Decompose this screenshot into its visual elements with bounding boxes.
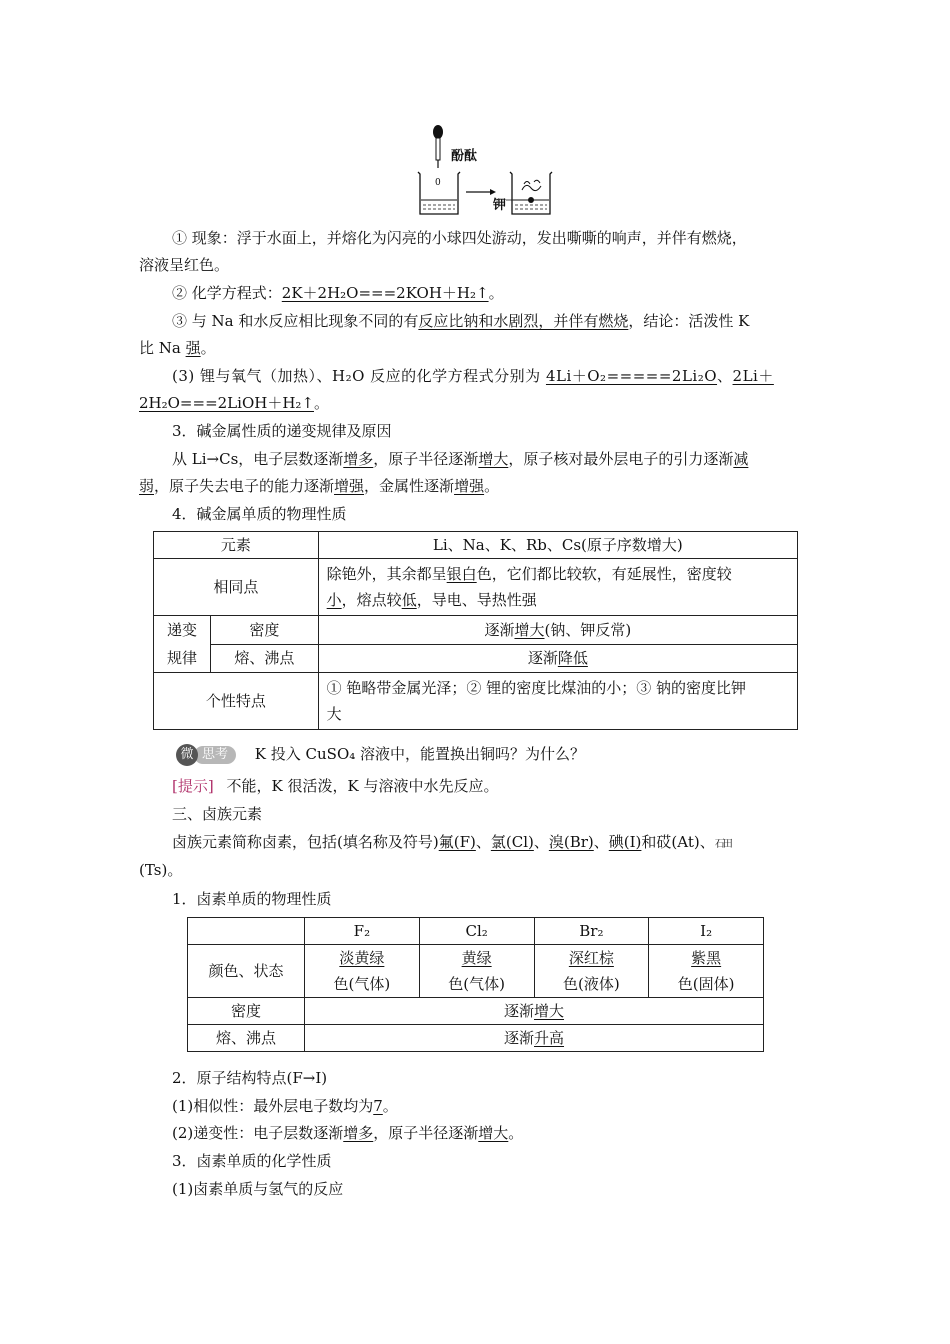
cell-trend-label: 递变 规律 <box>154 616 211 673</box>
answer-weaken-a: 减 <box>733 450 749 468</box>
lithium-line-1: (3) 锂与氧气（加热）、H₂O 反应的化学方程式分别为 4Li＋O₂=====2Li₂O、2Li＋ <box>172 367 774 385</box>
cell-density-label: 密度 <box>211 616 319 645</box>
heading-hydrogen-reaction: (1)卤素单质与氢气的反应 <box>172 1180 344 1198</box>
hint-line: [提示] 不能，K 很活泼，K 与溶液中水先反应。 <box>172 777 499 795</box>
think-badge: 思考 <box>194 746 236 764</box>
cell-density-2: 逐渐增大 <box>305 998 764 1025</box>
comparison-line-1: ③ 与 Na 和水反应相比现象不同的有反应比钠和水剧烈，并伴有燃烧，结论：活泼性 K <box>172 312 750 330</box>
cell-f-color: 淡黄绿 色(气体) <box>305 945 420 998</box>
halogen-table <box>187 917 764 1052</box>
cell-mp-label-2: 熔、沸点 <box>188 1025 305 1052</box>
phenomenon-line-2: 溶液呈红色。 <box>139 256 230 274</box>
cell-element-label: 元素 <box>154 532 319 559</box>
right-beaker <box>510 172 552 214</box>
tennessine-char: 石田 <box>714 839 731 850</box>
label-potassium: 钾 <box>493 198 507 213</box>
alkali-metal-table <box>153 531 798 730</box>
trend-line-2: 弱，原子失去电子的能力逐渐增强，金属性逐渐增强。 <box>139 477 500 495</box>
heading-alkali-physical: 4．碱金属单质的物理性质 <box>172 505 347 523</box>
cell-common-label: 相同点 <box>154 559 319 616</box>
cell-mp: 逐渐降低 <box>318 644 797 673</box>
col-i2: I₂ <box>649 918 764 945</box>
cell-br-color: 深红棕 色(液体) <box>534 945 649 998</box>
label-zero: 0 <box>435 178 441 188</box>
col-cl2: Cl₂ <box>419 918 534 945</box>
heading-trend: 3．碱金属性质的递变规律及原因 <box>172 422 392 440</box>
cell-special-label: 个性特点 <box>154 673 319 730</box>
dropper-tube <box>436 138 440 160</box>
answer-strong: 强 <box>185 339 201 357</box>
cell-mp-2: 逐渐升高 <box>305 1025 764 1052</box>
experiment-figure <box>410 120 570 220</box>
comparison-line-2: 比 Na 强。 <box>139 339 216 357</box>
col-f2: F₂ <box>305 918 420 945</box>
dropper-bulb <box>433 125 443 139</box>
heading-halogen-physical: 1．卤素单质的物理性质 <box>172 890 332 908</box>
cell-density: 逐渐增大(钠、钾反常) <box>318 616 797 645</box>
gradient-line: (2)递变性：电子层数逐渐增多，原子半径逐渐增大。 <box>172 1124 524 1142</box>
heading-chemical: 3．卤素单质的化学性质 <box>172 1152 332 1170</box>
cell-cl-color: 黄绿 色(气体) <box>419 945 534 998</box>
answer-more-violent: 反应比钠和水剧烈，并伴有燃烧 <box>418 312 629 330</box>
answer-equation: 2K＋2H₂O===2KOH＋H₂↑ <box>281 284 489 302</box>
col-br2: Br₂ <box>534 918 649 945</box>
section-halogen: 三、卤族元素 <box>172 805 263 823</box>
answer-radius: 增大 <box>478 450 509 468</box>
cell-density-label-2: 密度 <box>188 998 305 1025</box>
cell-i-color: 紫黑 色(固体) <box>649 945 764 998</box>
cell-mp-label: 熔、沸点 <box>211 644 319 673</box>
cell-color-label: 颜色、状态 <box>188 945 305 998</box>
trend-line-1: 从 Li→Cs，电子层数逐渐增多，原子半径逐渐增大，原子核对最外层电子的引力逐渐减 <box>172 450 749 468</box>
think-icon: 微 <box>176 744 198 766</box>
cell-special: ① 铯略带金属光泽；② 锂的密度比煤油的小；③ 钠的密度比钾 大 <box>318 673 797 730</box>
cell-common: 除铯外，其余都呈银白色，它们都比较软，有延展性，密度较 小，熔点较低，导电、导热性强 <box>318 559 797 616</box>
answer-ability: 增强 <box>334 477 365 495</box>
equation-line: ② 化学方程式：2K＋2H₂O===2KOH＋H₂↑。 <box>172 284 504 302</box>
heading-atomic-structure: 2．原子结构特点(F→I) <box>172 1069 328 1087</box>
hint-label: [提示] <box>172 777 214 795</box>
halogen-intro-2: (Ts)。 <box>139 861 183 879</box>
answer-li-h2o-b: 2H₂O===2LiOH＋H₂↑ <box>139 394 314 412</box>
answer-metallic: 增强 <box>454 477 485 495</box>
cell-elements: Li、Na、K、Rb、Cs(原子序数增大) <box>318 532 797 559</box>
similarity-line: (1)相似性：最外层电子数均为7。 <box>172 1097 398 1115</box>
answer-weaken-b: 弱 <box>139 477 155 495</box>
lithium-line-2: 2H₂O===2LiOH＋H₂↑。 <box>139 394 329 412</box>
answer-li-o2: 4Li＋O₂=====2Li₂O <box>545 367 718 385</box>
cell-blank <box>188 918 305 945</box>
halogen-intro-1: 卤族元素简称卤素，包括(填名称及符号)氟(F)、氯(Cl)、溴(Br)、碘(I)和砹(At)、石田 <box>172 832 730 855</box>
answer-li-h2o-a: 2Li＋ <box>732 367 774 385</box>
label-phenolphthalein: 酚酞 <box>451 149 478 164</box>
answer-increase-layers: 增多 <box>343 450 374 468</box>
phenomenon-line-1: ① 现象：浮于水面上，并熔化为闪亮的小球四处游动，发出嘶嘶的响声，并伴有燃烧， <box>172 229 747 247</box>
think-question: 微 思考 K 投入 CuSO₄ 溶液中，能置换出铜吗？为什么？ <box>176 744 585 766</box>
